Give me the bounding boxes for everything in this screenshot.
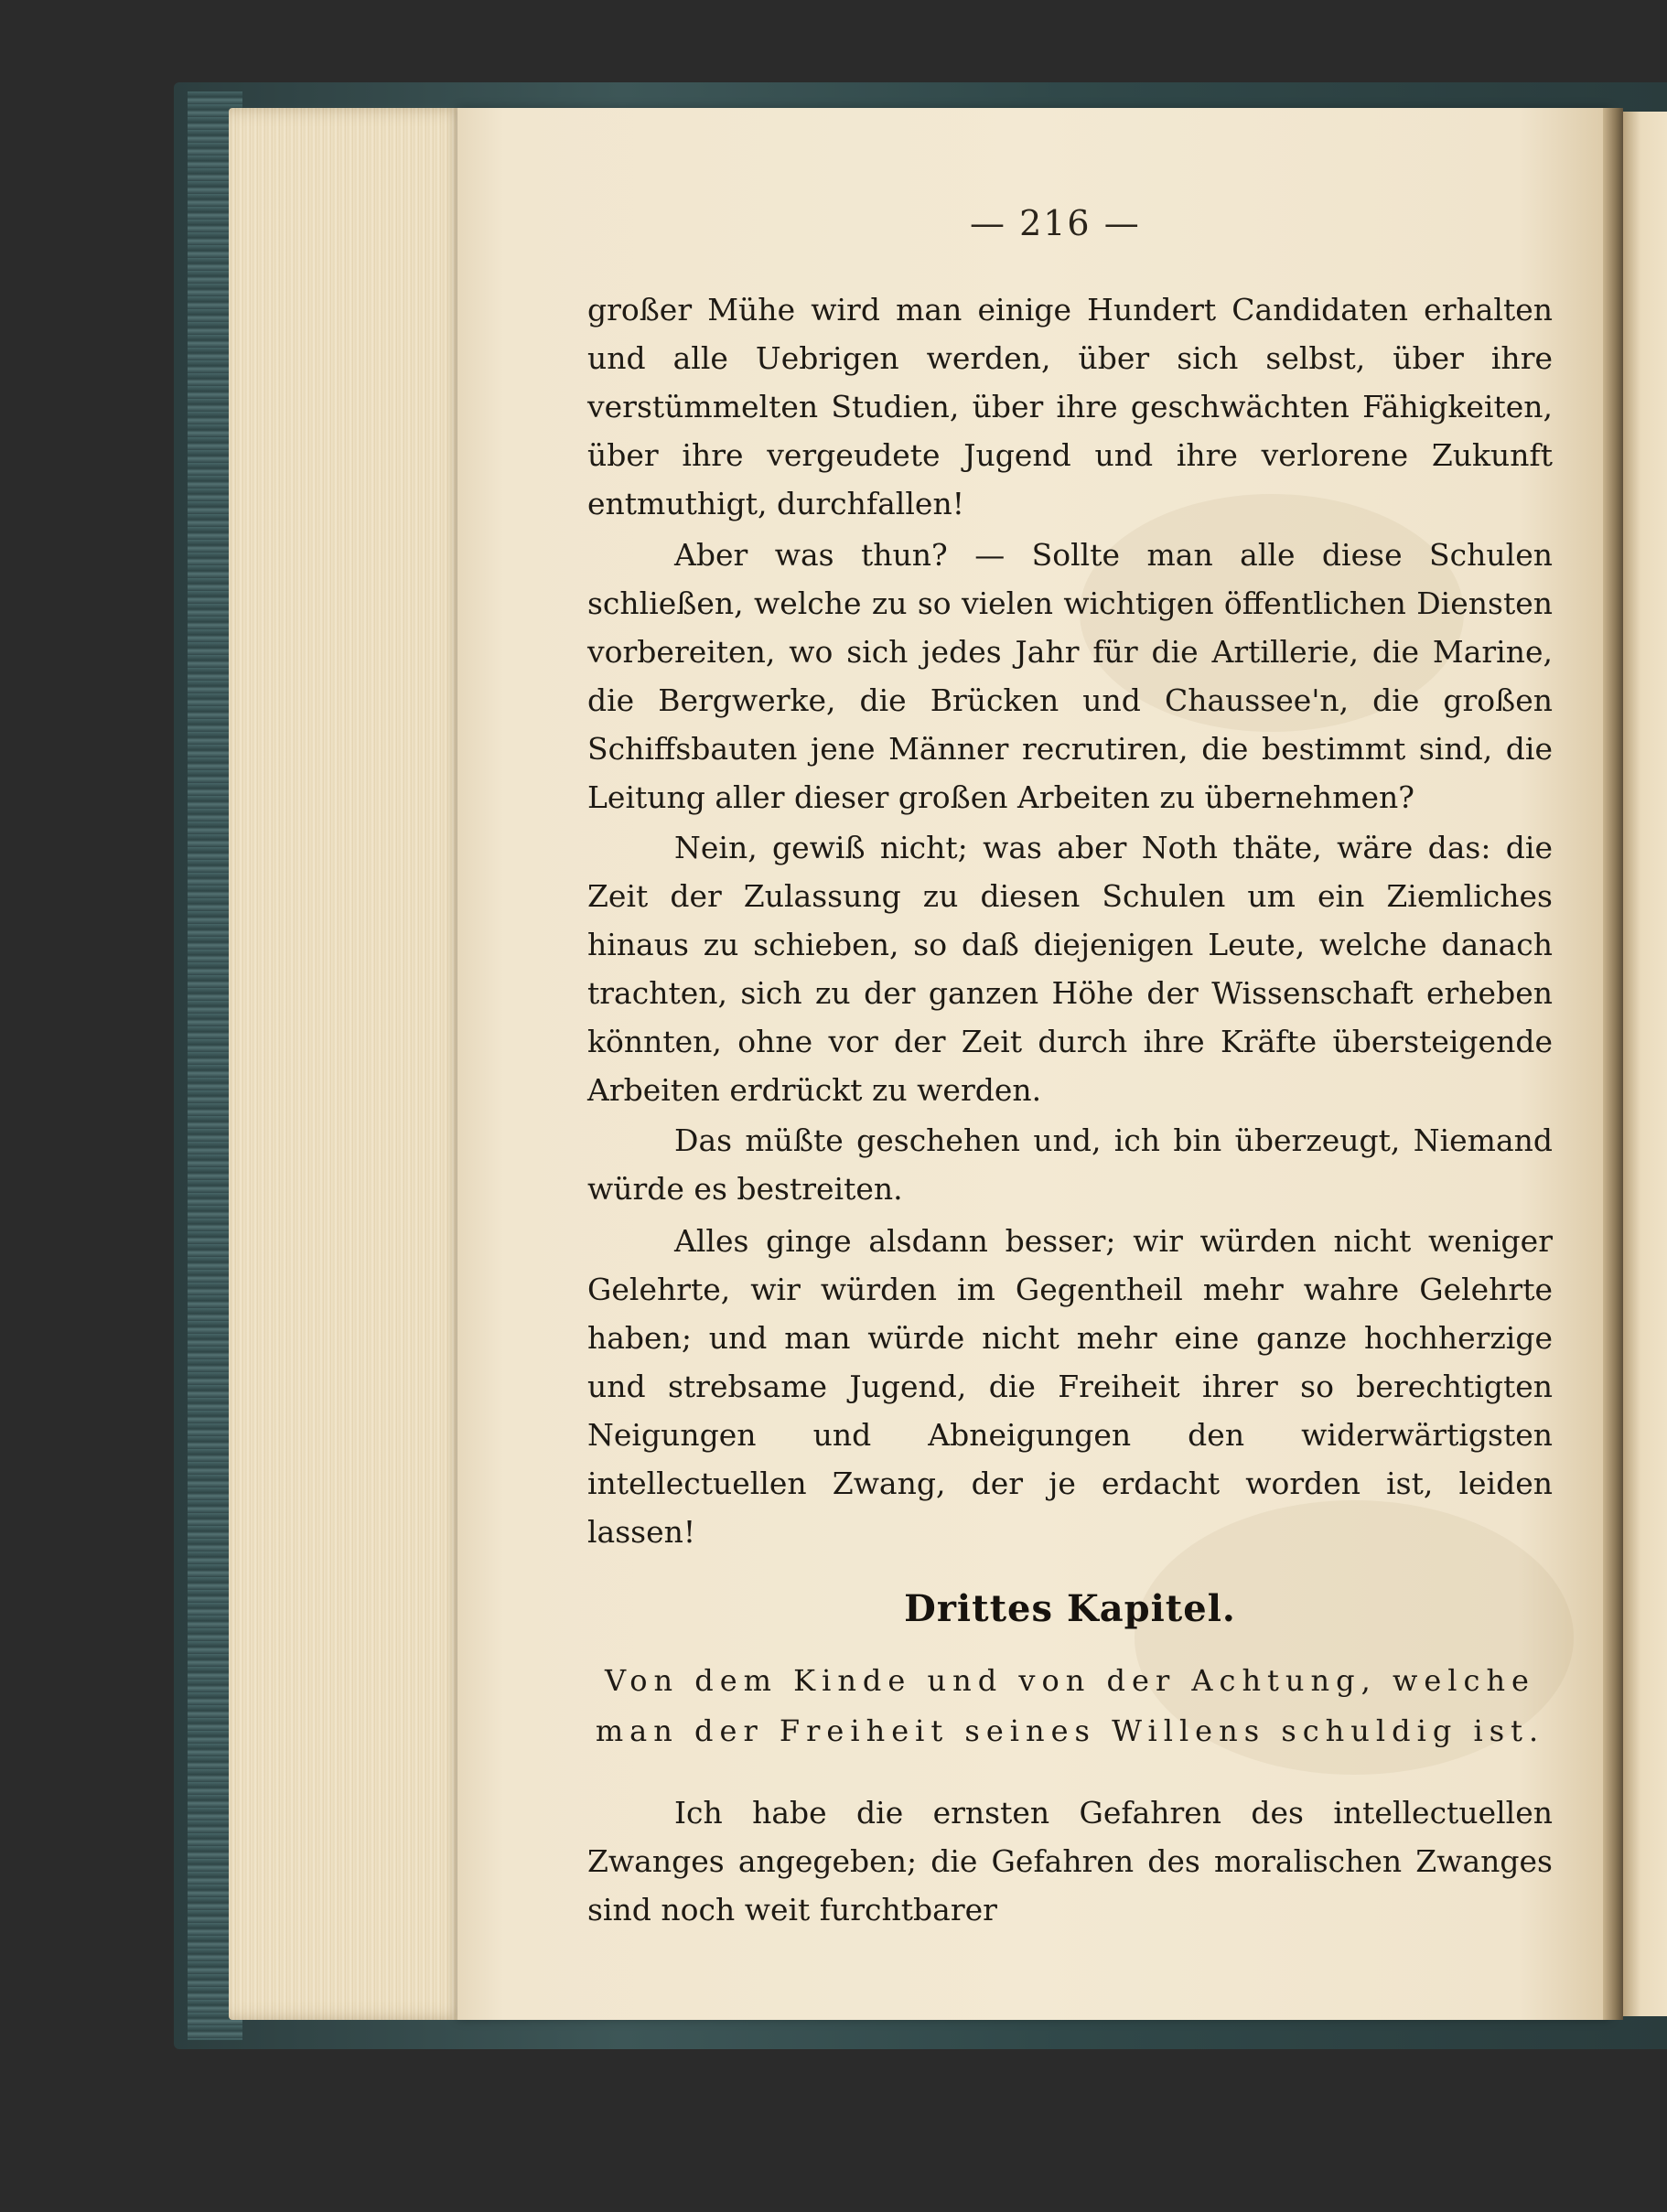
paragraph-5: Alles ginge alsdann besser; wir würden nicht weniger Gelehrte, wir würden im Gegentheil mehr wahre Gelehrte haben; und man würde nicht mehr eine ganze hochherzige und strebsame Jugend, die Freiheit ihrer so berechtigten Neigungen und Abneigungen den widerwärtigsten intellectuellen Zwang, der je erdacht worden ist, leiden lassen!	[587, 1223, 1553, 1550]
paragraph-6: Ich habe die ernsten Gefahren des intellectuellen Zwanges angegeben; die Gefahren des moralischen Zwanges sind noch weit furchtbarer	[587, 1795, 1553, 1927]
paragraph-1: großer Mühe wird man einige Hundert Candidaten erhalten und alle Uebrigen werden, über sich selbst, über ihre verstümmelten Studien, über ihre geschwächten Fähigkeiten, über ihre vergeudete Jugend und ihre verlorene Zukunft entmuthigt, durchfallen!	[587, 292, 1553, 521]
paragraph-2: Aber was thun? — Sollte man alle diese Schulen schließen, welche zu so vielen wichtigen öffentlichen Diensten vorbereiten, wo sich jedes Jahr für die Artillerie, die Marine, die Bergwerke, die Brücken und Chaussee'n, die großen Schiffsbauten jene Männer recrutiren, die bestimmt sind, die Leitung aller dieser großen Arbeiten zu übernehmen?	[587, 537, 1553, 815]
facing-page-edge	[1623, 112, 1667, 2016]
page-gutter	[1603, 108, 1623, 2020]
page-number: — 216 —	[970, 203, 1141, 243]
chapter-title: Drittes Kapitel.	[904, 1587, 1236, 1630]
page-stack-fore-edge	[229, 108, 467, 2020]
paragraph-4: Das müßte geschehen und, ich bin überzeugt, Niemand würde es bestreiten.	[587, 1122, 1553, 1207]
paragraph-3: Nein, gewiß nicht; was aber Noth thäte, wäre das: die Zeit der Zulassung zu diesen Schulen um ein Ziemliches hinaus zu schieben, so daß diejenigen Leute, welche danach trachten, sich zu der ganzen Höhe der Wissenschaft erheben könnten, ohne vor der Zeit durch ihre Kräfte übersteigende Arbeiten erdrückt zu werden.	[587, 830, 1553, 1108]
chapter-subtitle: Von dem Kinde und von der Achtung, welche man der Freiheit seines Willens schuldig ist.	[595, 1663, 1545, 1748]
